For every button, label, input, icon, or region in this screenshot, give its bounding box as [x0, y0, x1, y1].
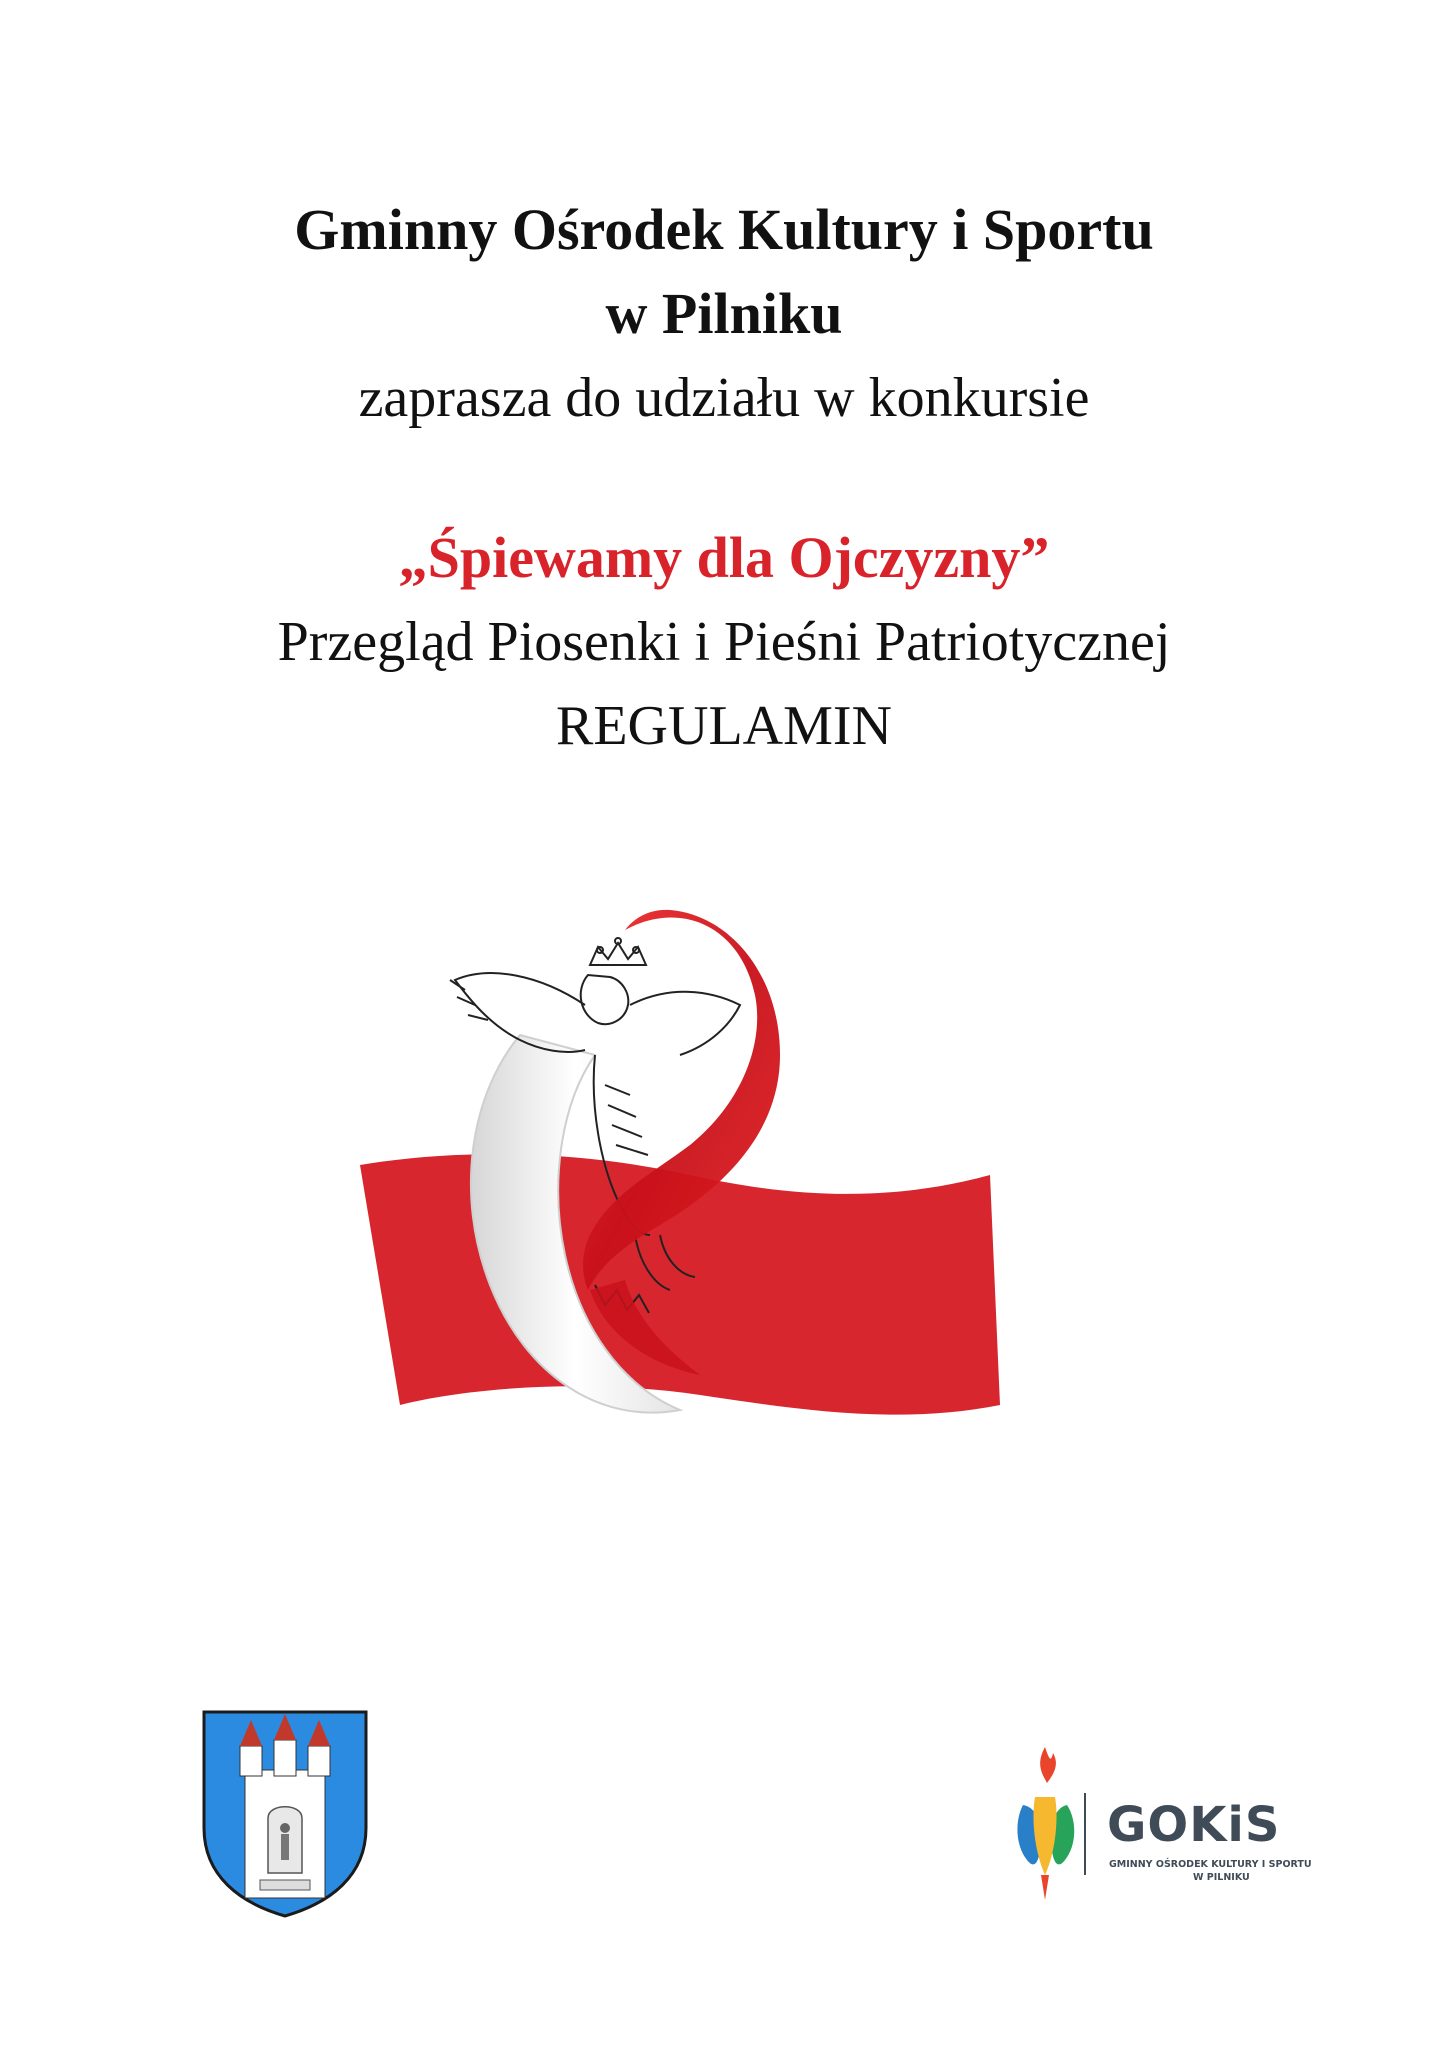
- torch-icon: [1005, 1735, 1095, 1915]
- coat-of-arms-icon: [200, 1708, 370, 1920]
- organizer-location: w Pilniku: [605, 281, 843, 346]
- organizer-name: Gminny Ośrodek Kultury i Sportu: [294, 197, 1154, 262]
- document-type: REGULAMIN: [556, 695, 892, 757]
- contest-subtitle: Przegląd Piosenki i Pieśni Patriotycznej: [277, 611, 1171, 673]
- contest-title: „Śpiewamy dla Ojczyzny”: [398, 525, 1050, 590]
- flag-eagle-illustration: [360, 905, 1010, 1435]
- gokis-logo: [1005, 1735, 1312, 1915]
- invitation-text: zaprasza do udziału w konkursie: [358, 367, 1090, 429]
- gokis-tagline-line2: W PILNIKU: [1193, 1872, 1250, 1883]
- gokis-tagline-line1: GMINNY OŚRODEK KULTURY I SPORTU: [1109, 1859, 1312, 1870]
- gokis-wordmark: GOKiS: [1107, 1797, 1281, 1853]
- poster-header: [0, 188, 1448, 768]
